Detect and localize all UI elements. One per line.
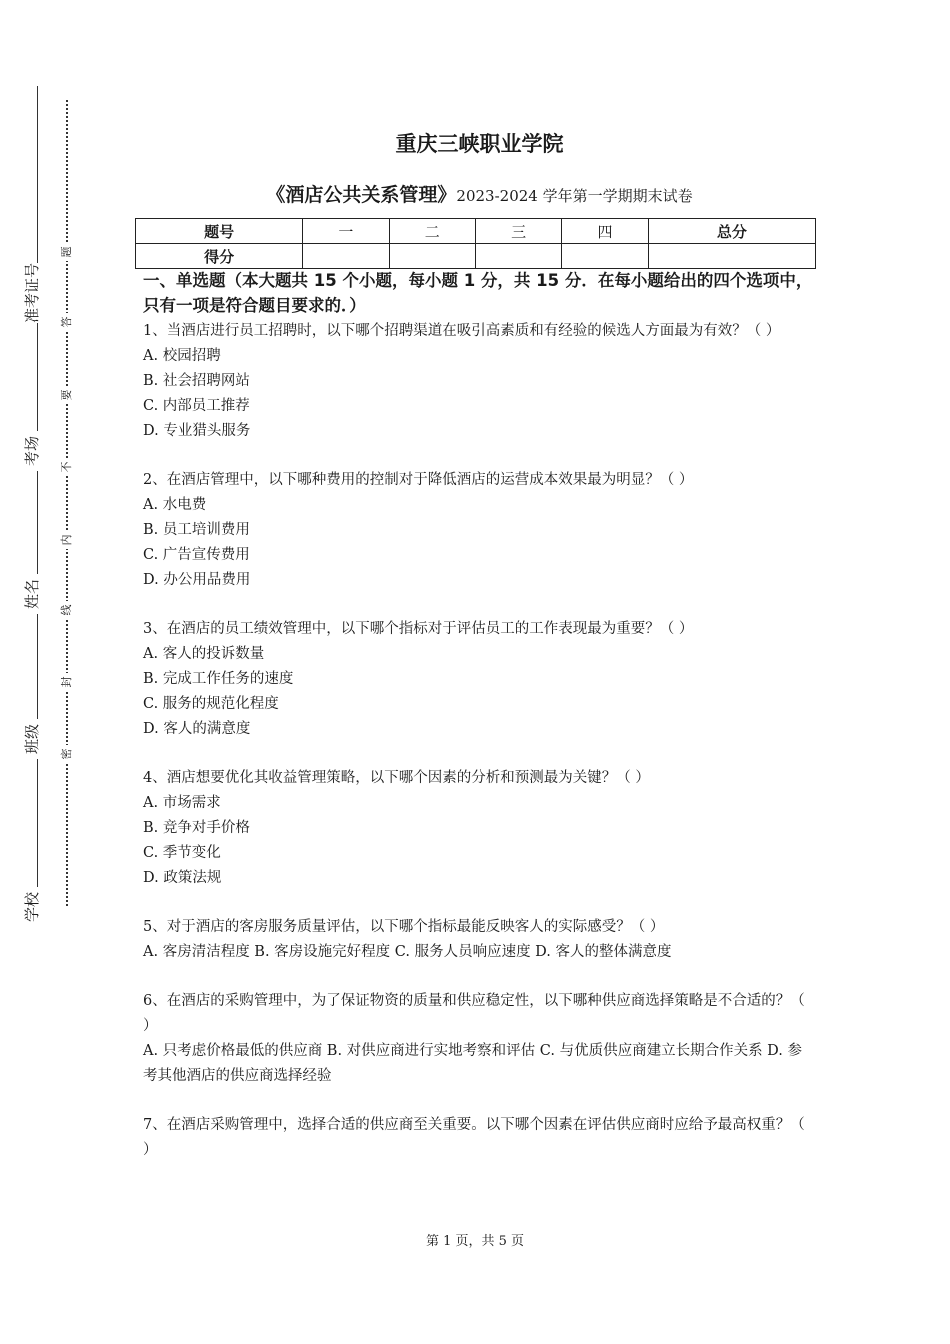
question-option: A. 客人的投诉数量: [143, 646, 265, 662]
question-stem: 5、对于酒店的客房服务质量评估，以下哪个指标最能反映客人的实际感受？（ ）: [143, 919, 665, 935]
question-item: [143, 468, 816, 593]
question-option: D. 办公用品费用: [143, 572, 251, 588]
question-option: A. 校园招聘: [143, 348, 221, 364]
seal-char: 封: [58, 673, 76, 691]
question-option: B. 竞争对手价格: [143, 820, 250, 836]
score-cell[interactable]: [303, 244, 389, 269]
score-table-score-row: [136, 244, 816, 269]
question-item: [143, 989, 816, 1089]
question-option: A. 客房清洁程度 B. 客房设施完好程度 C. 服务人员响应速度 D. 客人的整体满意度: [143, 944, 672, 960]
score-header-cell: 总分: [648, 219, 815, 244]
question-option: C. 内部员工推荐: [143, 398, 250, 414]
question-option: A. 市场需求: [143, 795, 221, 811]
question-item: [143, 319, 816, 444]
field-class-label: 班级: [21, 719, 43, 759]
score-cell[interactable]: [648, 244, 815, 269]
question-item: [143, 915, 816, 965]
score-cell[interactable]: [475, 244, 561, 269]
seal-char: 内: [58, 531, 76, 549]
seal-dotted-line: [66, 100, 68, 906]
question-stem: 6、在酒店的采购管理中，为了保证物资的质量和供应稳定性，以下哪种供应商选择策略是不合适的？（ ）: [143, 993, 805, 1034]
course-title: 《酒店公共关系管理》: [266, 184, 457, 206]
score-header-cell: 四: [562, 219, 648, 244]
question-option: B. 员工培训费用: [143, 522, 250, 538]
question-stem: 4、酒店想要优化其收益管理策略，以下哪个因素的分析和预测最为关键？（ ）: [143, 770, 650, 786]
score-cell[interactable]: [562, 244, 648, 269]
score-row-label: 得分: [136, 244, 303, 269]
score-header-cell: 二: [389, 219, 475, 244]
question-stem: 7、在酒店采购管理中，选择合适的供应商至关重要。以下哪个因素在评估供应商时应给予最高权重？（ ）: [143, 1117, 805, 1158]
term-label: 2023-2024 学年第一学期期末试卷: [456, 187, 693, 205]
question-option: C. 广告宣传费用: [143, 547, 250, 563]
page-footer: 第 1 页，共 5 页: [425, 1234, 525, 1249]
question-item: [143, 766, 816, 891]
question-item: [143, 1113, 816, 1163]
seal-char: 密: [58, 745, 76, 763]
seal-char: 题: [58, 243, 76, 261]
seal-char: 答: [58, 313, 76, 331]
binding-margin: [0, 0, 110, 1344]
field-name-label: 姓名: [21, 574, 43, 614]
question-option: B. 社会招聘网站: [143, 373, 250, 389]
exam-subtitle: [143, 180, 816, 207]
score-header-cell: 三: [475, 219, 561, 244]
question-stem: 3、在酒店的员工绩效管理中，以下哪个指标对于评估员工的工作表现最为重要？（ ）: [143, 621, 694, 637]
question-option: C. 服务的规范化程度: [143, 696, 279, 712]
binding-solid-line: [37, 86, 38, 926]
score-header-cell: 一: [303, 219, 389, 244]
field-exam-id-label: 准考证号: [23, 262, 41, 323]
seal-char: 要: [58, 386, 76, 404]
score-table: [135, 218, 816, 269]
question-option: D. 专业猎头服务: [143, 423, 251, 439]
question-list: [143, 319, 816, 1187]
score-cell[interactable]: [389, 244, 475, 269]
question-item: [143, 617, 816, 742]
question-option: A. 水电费: [143, 497, 207, 513]
question-option: D. 客人的满意度: [143, 721, 251, 737]
field-exam-room-label: 考场: [21, 431, 43, 471]
question-option: A. 只考虑价格最低的供应商 B. 对供应商进行实地考察和评估 C. 与优质供应商建立长期合作关系 D. 参考其他酒店的供应商选择经验: [143, 1043, 803, 1084]
school-title: 重庆三峡职业学院: [395, 132, 564, 156]
seal-char: 不: [58, 458, 76, 476]
section-heading: 一、单选题（本大题共 15 个小题，每小题 1 分，共 15 分．在每小题给出的四个选项中，只有一项是符合题目要求的．）: [143, 271, 813, 315]
question-stem: 1、当酒店进行员工招聘时，以下哪个招聘渠道在吸引高素质和有经验的候选人方面最为有效？（ ）: [143, 323, 781, 339]
question-stem: 2、在酒店管理中，以下哪种费用的控制对于降低酒店的运营成本效果最为明显？（ ）: [143, 472, 694, 488]
score-table-header-row: [136, 219, 816, 244]
field-school-label: 学校: [21, 887, 43, 927]
seal-char: 线: [58, 601, 76, 619]
question-option: B. 完成工作任务的速度: [143, 671, 294, 687]
score-header-cell: 题号: [136, 219, 303, 244]
question-option: D. 政策法规: [143, 870, 222, 886]
question-option: C. 季节变化: [143, 845, 221, 861]
